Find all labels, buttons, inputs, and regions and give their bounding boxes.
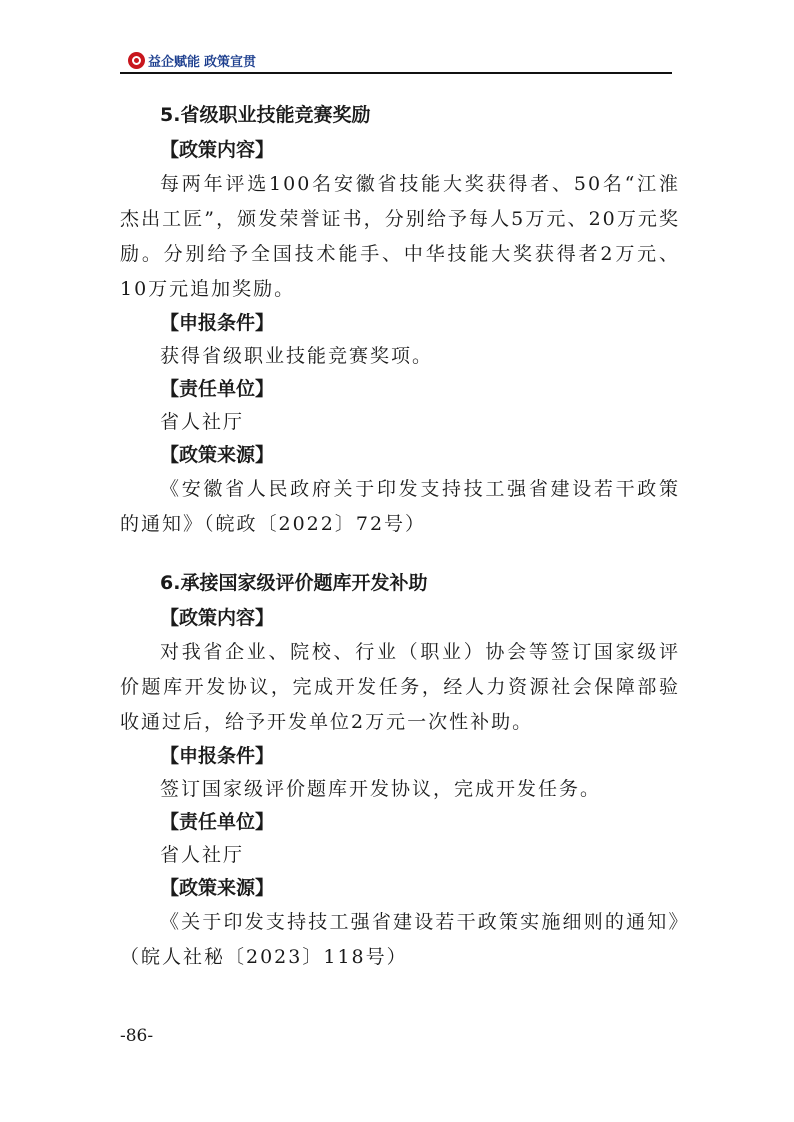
page-header: [128, 50, 672, 74]
application-condition-label: 【申报条件】: [160, 312, 275, 334]
brand-logo-icon: [128, 52, 145, 69]
header-divider: [120, 72, 672, 74]
policy-source-label: 【政策来源】: [160, 444, 275, 466]
section-title: 5.省级职业技能竞赛奖励: [160, 104, 371, 126]
application-condition-text: 获得省级职业技能竞赛奖项。: [160, 345, 434, 367]
policy-source-text: 《安徽省人民政府关于印发支持技工强省建设若干政策的通知》（皖政〔2022〕72号）: [120, 478, 680, 535]
page-number: -86-: [120, 1026, 154, 1046]
document-body: [120, 96, 680, 975]
policy-content-text: 每两年评选100名安徽省技能大奖获得者、50名“江淮杰出工匠”，颁发荣誉证书，分别给予每人5万元、20万元奖励。分别给予全国技术能手、中华技能大奖获得者2万元、10万元追加奖励。: [120, 173, 680, 300]
responsible-unit-text: 省人社厅: [160, 844, 245, 866]
application-condition-label: 【申报条件】: [160, 745, 275, 767]
policy-source-label: 【政策来源】: [160, 877, 275, 899]
policy-source-text: 《关于印发支持技工强省建设若干政策实施细则的通知》（皖人社秘〔2023〕118号）: [120, 911, 680, 968]
policy-content-text: 对我省企业、院校、行业（职业）协会等签订国家级评价题库开发协议，完成开发任务，经人力资源社会保障部验收通过后，给予开发单位2万元一次性补助。: [120, 641, 680, 733]
brand-name: 益企赋能: [148, 55, 201, 70]
section-title: 6.承接国家级评价题库开发补助: [160, 572, 428, 594]
responsible-unit-label: 【责任单位】: [160, 811, 275, 833]
application-condition-text: 签订国家级评价题库开发协议，完成开发任务。: [160, 778, 602, 800]
responsible-unit-label: 【责任单位】: [160, 378, 275, 400]
policy-content-label: 【政策内容】: [160, 607, 275, 629]
header-brand: [148, 51, 256, 70]
policy-content-label: 【政策内容】: [160, 139, 275, 161]
responsible-unit-text: 省人社厅: [160, 411, 245, 433]
header-tagline: 政策宣贯: [204, 55, 257, 70]
